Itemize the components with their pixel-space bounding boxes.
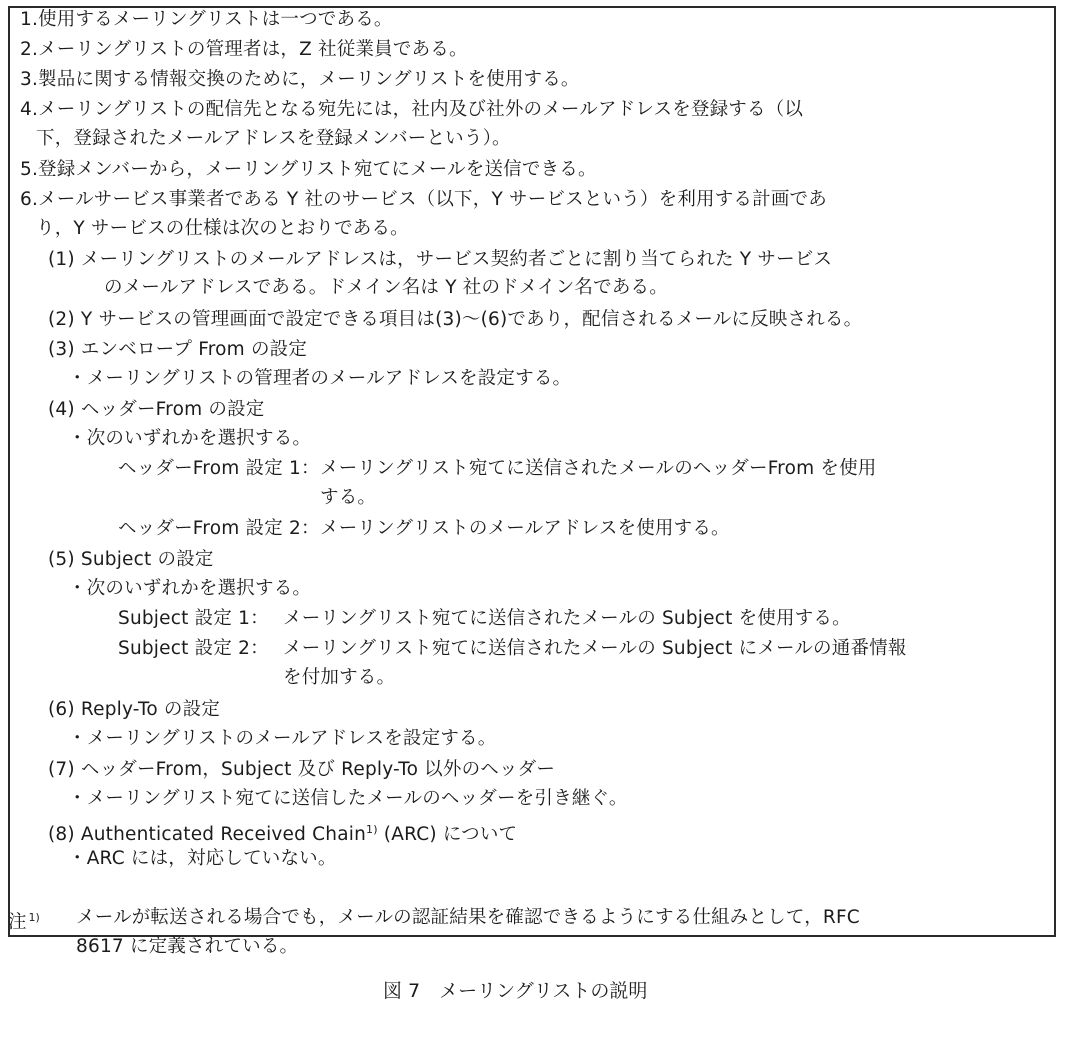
spec-1-line1: (1) メーリングリストのメールアドレスは，サービス契約者ごとに割り当てられた Y サービス — [48, 249, 833, 270]
item-2: 2.メーリングリストの管理者は，Z 社従業員である。 — [20, 39, 468, 60]
spec-1-line2: のメールアドレスである。ドメイン名は Y 社のドメイン名である。 — [104, 277, 668, 298]
spec-4-choice2-text: メーリングリストのメールアドレスを使用する。 — [320, 518, 730, 539]
spec-5-bullet: ・次のいずれかを選択する。 — [68, 578, 312, 599]
item-4-line2: 下，登録されたメールアドレスを登録メンバーという）。 — [36, 128, 511, 149]
item-6-line1: 6.メールサービス事業者である Y 社のサービス（以下，Y サービスという）を利用する計画であ — [20, 189, 827, 210]
spec-4-choice1-label: ヘッダーFrom 設定 1： — [118, 458, 320, 479]
item-4-line1: 4.メーリングリストの配信先となる宛先には，社内及び社外のメールアドレスを登録する（以 — [20, 99, 804, 120]
spec-7-bullet: ・メーリングリスト宛てに送信したメールのヘッダーを引き継ぐ。 — [68, 788, 628, 809]
spec-4-choice1-cont: する。 — [320, 487, 377, 508]
spec-4-bullet: ・次のいずれかを選択する。 — [68, 428, 312, 449]
note-mark: 注 $^{1)}$ — [8, 911, 40, 933]
item-1: 1.使用するメーリングリストは一つである。 — [20, 9, 393, 30]
item-6-line2: り，Y サービスの仕様は次のとおりである。 — [36, 218, 409, 239]
spec-5-choice2-label: Subject 設定 2： — [118, 638, 269, 659]
spec-4-choice2-label: ヘッダーFrom 設定 2： — [118, 518, 320, 539]
spec-3: (3) エンベロープ From の設定 — [48, 339, 308, 360]
spec-7: (7) ヘッダーFrom，Subject 及び Reply-To 以外のヘッダー — [48, 759, 556, 780]
spec-5-choice1-label: Subject 設定 1： — [118, 608, 269, 629]
spec-4-choice1-text: メーリングリスト宛てに送信されたメールのヘッダーFrom を使用 — [320, 458, 877, 479]
spec-6-bullet: ・メーリングリストのメールアドレスを設定する。 — [68, 728, 497, 749]
spec-5-choice2-text: メーリングリスト宛てに送信されたメールの Subject にメールの通番情報 — [283, 638, 907, 659]
spec-2: (2) Y サービスの管理画面で設定できる項目は(3)～(6)であり，配信されるメールに反映される。 — [48, 309, 863, 330]
footnote-ref: 1) — [366, 823, 378, 836]
spec-8-text-end: (ARC) について — [377, 824, 518, 845]
spec-4: (4) ヘッダーFrom の設定 — [48, 399, 265, 420]
spec-8 — [48, 817, 517, 848]
note-line2: 8617 に定義されている。 — [76, 936, 299, 957]
spec-3-bullet: ・メーリングリストの管理者のメールアドレスを設定する。 — [68, 368, 572, 389]
spec-5: (5) Subject の設定 — [48, 549, 214, 570]
figure-caption: 図 7 メーリングリストの説明 — [383, 980, 648, 1002]
spec-8-bullet: ・ARC には，対応していない。 — [68, 848, 337, 869]
item-5: 5.登録メンバーから，メーリングリスト宛てにメールを送信できる。 — [20, 159, 597, 180]
item-3: 3.製品に関する情報交換のために，メーリングリストを使用する。 — [20, 69, 580, 90]
note-line1: メールが転送される場合でも，メールの認証結果を確認できるようにする仕組みとして，RFC — [76, 907, 860, 928]
spec-6: (6) Reply-To の設定 — [48, 699, 221, 720]
spec-8-text: (8) Authenticated Received Chain — [48, 824, 367, 845]
note-mark-sup: 1) — [28, 911, 40, 924]
spec-5-choice2-cont: を付加する。 — [283, 667, 396, 688]
spec-5-choice1-text: メーリングリスト宛てに送信されたメールの Subject を使用する。 — [283, 608, 851, 629]
